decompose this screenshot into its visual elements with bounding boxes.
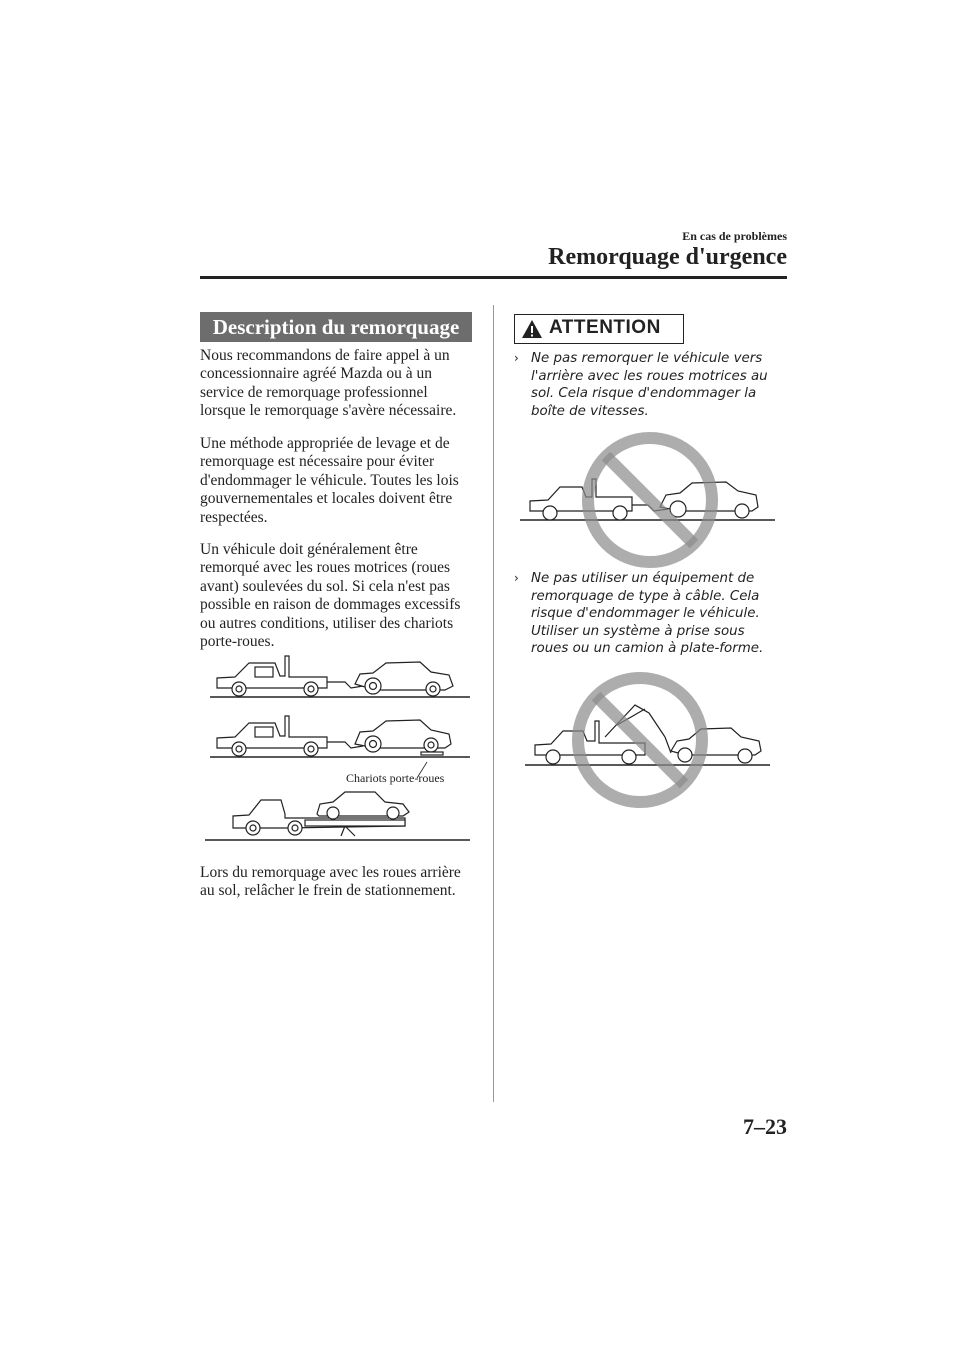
section-title: Description du remorquage: [200, 312, 472, 342]
bullet-mark: ›: [514, 351, 519, 365]
chapter-title: En cas de problèmes: [682, 229, 787, 243]
attention-bullet-2: [514, 570, 786, 658]
warning-icon: [521, 319, 543, 339]
attention-bullet-1: [514, 350, 786, 420]
bullet-text: Ne pas remorquer le véhicule vers l'arrière avec les roues motrices au sol. Cela risque d'endommager la boîte de vitesses.: [531, 351, 768, 419]
wheel-lift-tow-scene: [210, 656, 470, 697]
attention-label: ATTENTION: [549, 317, 661, 338]
prohibited-cable-tow-illustration: [525, 665, 775, 810]
column-divider: [493, 305, 494, 1102]
dolly-tow-scene: [210, 716, 470, 778]
attention-box: [514, 314, 684, 344]
paragraph-3: Un véhicule doit généralement être remorqué avec les roues motrices (roues avant) soulevées du sol. Si cela n'est pas possible en raison de dommages excessifs ou autres conditions, utiliser des chariots porte-roues.: [200, 541, 461, 651]
prohibited-rear-tow-illustration: [520, 425, 780, 570]
flatbed-tow-scene: [205, 792, 470, 840]
bullet-text: Ne pas utiliser un équipement de remorquage de type à câble. Cela risque d'endommager le véhicule. Utiliser un système à prise sous roues ou un camion à plate-forme.: [531, 571, 764, 657]
paragraph-2: Une méthode appropriée de levage et de remorquage est nécessaire pour éviter d'endommager le véhicule. Toutes les lois gouvernementales et locales doivent être respectées.: [200, 435, 459, 526]
towing-illustrations: [205, 650, 475, 850]
dolly-label: Chariots porte-roues: [346, 771, 445, 785]
page-number: 7–23: [743, 1114, 787, 1139]
page-title: Remorquage d'urgence: [548, 244, 787, 270]
paragraph-4: Lors du remorquage avec les roues arrière au sol, relâcher le frein de stationnement.: [200, 864, 461, 900]
paragraph-1: Nous recommandons de faire appel à un concessionnaire agréé Mazda ou à un service de remorquage professionnel lorsque le remorquage s'avère nécessaire.: [200, 347, 457, 420]
bullet-mark: ›: [514, 571, 519, 585]
header-rule: [200, 276, 787, 279]
